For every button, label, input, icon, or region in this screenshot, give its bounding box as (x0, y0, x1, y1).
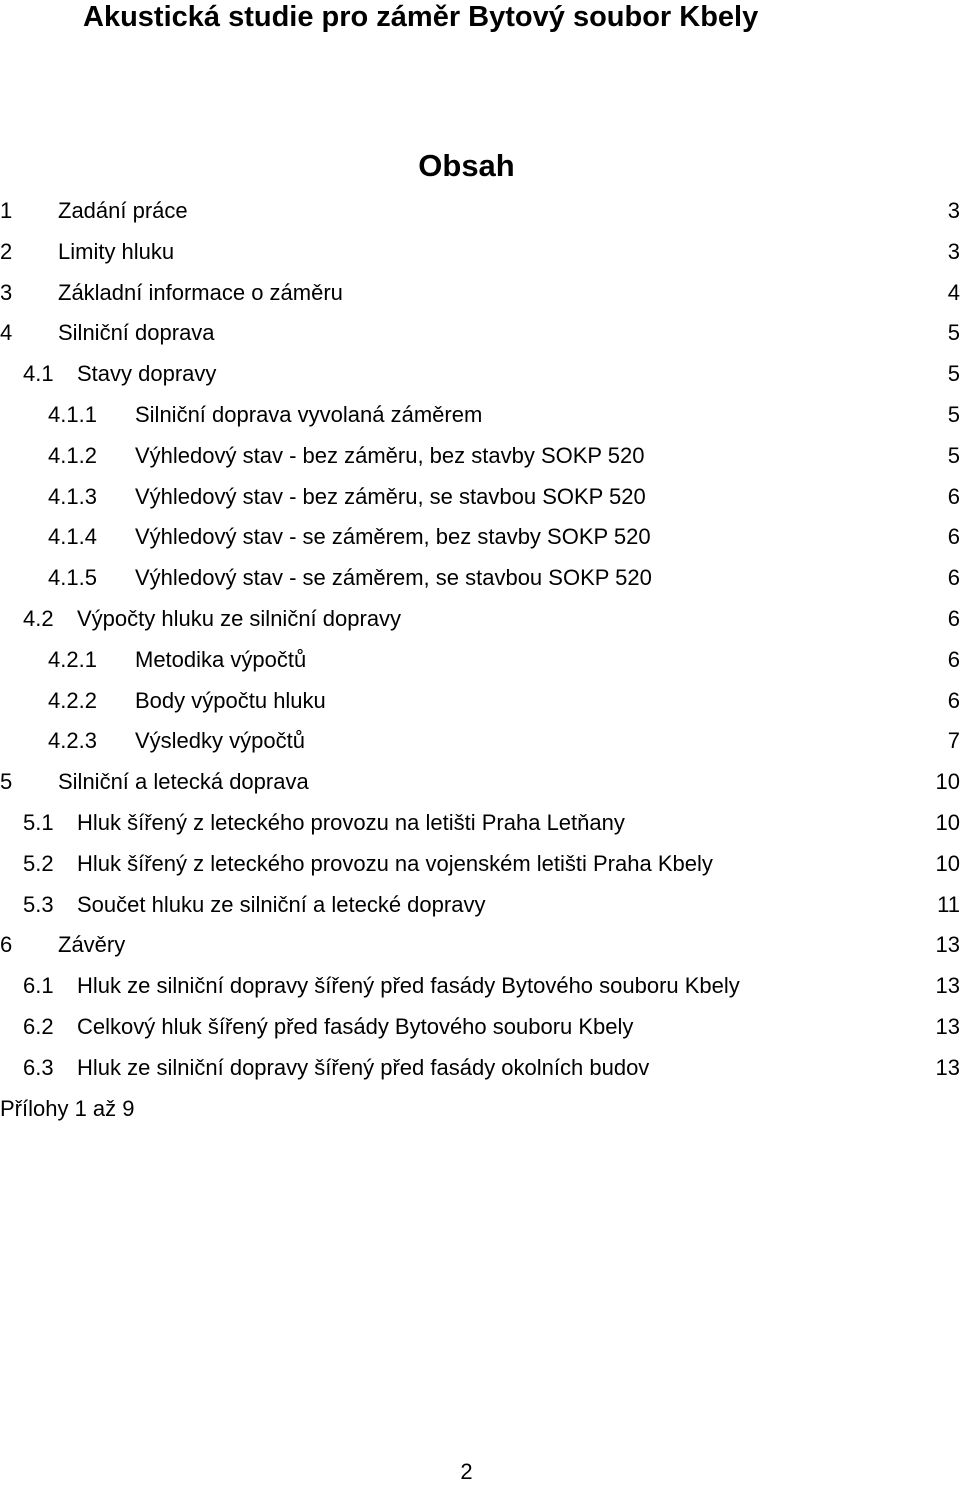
toc-entry-number: 4.1.5 (48, 565, 97, 591)
toc-entry-page: 13 (935, 1054, 960, 1080)
toc-entry-number: 3 (0, 279, 13, 305)
toc-entry-page: 10 (935, 769, 960, 795)
toc-entry-page: 6 (947, 605, 960, 631)
toc-entry-page: 3 (947, 238, 960, 264)
toc-entry[interactable] (0, 313, 960, 354)
toc-entry-label: Zadání práce (58, 198, 188, 223)
toc-entry-label: Metodika výpočtů (135, 646, 307, 672)
toc-entry-label: Silniční a letecká doprava (58, 769, 309, 795)
toc-entry-label: Hluk ze silniční dopravy šířený před fasády Bytového souboru Kbely (77, 973, 740, 999)
toc-entry-label: Závěry (58, 932, 126, 958)
toc-entry-page: 6 (947, 483, 960, 509)
toc-entry-page: 5 (947, 320, 960, 346)
toc-entry-label: Silniční doprava vyvolaná záměrem (135, 401, 483, 427)
toc-entry-label: Celkový hluk šířený před fasády Bytového souboru Kbely (77, 1013, 634, 1039)
toc-entry[interactable] (0, 640, 960, 681)
toc-entry-number: 4.2 (23, 605, 54, 631)
page-number: 2 (460, 1459, 473, 1484)
toc-entry-number: 1 (0, 198, 13, 223)
toc-entry-number: 4.2.3 (48, 728, 97, 754)
toc-entry-page: 5 (947, 361, 960, 387)
toc-entry[interactable] (0, 191, 960, 232)
toc-entry[interactable] (0, 395, 960, 436)
toc-entry[interactable] (0, 762, 960, 803)
toc-entry-label: Základní informace o záměru (58, 279, 343, 305)
toc-entry-label: Výsledky výpočtů (135, 728, 305, 754)
toc-entry[interactable] (0, 477, 960, 518)
toc-entry-page: 6 (947, 646, 960, 672)
toc-entry[interactable] (0, 925, 960, 966)
toc-entry-number: 5.3 (23, 891, 54, 917)
toc-entry-label: Výhledový stav - bez záměru, se stavbou SOKP 520 (135, 483, 646, 509)
toc-entry-number: 4.1.4 (48, 524, 97, 550)
toc-entry-page: 10 (935, 850, 960, 876)
toc-entry-page: 5 (947, 401, 960, 427)
toc-entry-label: Součet hluku ze silniční a letecké dopravy (77, 891, 486, 917)
toc-entry-label: Hluk šířený z leteckého provozu na vojenském letišti Praha Kbely (77, 850, 713, 876)
toc-entry-number: 4.1 (23, 361, 54, 387)
toc-entry-number: 6 (0, 932, 13, 958)
document-title: Akustická studie pro záměr Bytový soubor Kbely (83, 1, 759, 33)
toc-entry[interactable] (0, 436, 960, 477)
toc-entry-label: Výhledový stav - se záměrem, se stavbou SOKP 520 (135, 565, 652, 591)
toc-entry-number: 6.1 (23, 973, 54, 999)
toc-entry-page: 6 (947, 524, 960, 550)
toc-entry[interactable] (0, 558, 960, 599)
toc-entry-page: 7 (947, 728, 960, 754)
toc-entry-number: 4 (0, 320, 13, 346)
toc-entry[interactable] (0, 1007, 960, 1048)
toc-entry-label: Silniční doprava (58, 320, 215, 346)
toc-entry-number: 4.2.2 (48, 687, 97, 713)
toc-entry-label: Výhledový stav - bez záměru, bez stavby SOKP 520 (135, 442, 645, 468)
toc-entry-page: 13 (935, 1013, 960, 1039)
table-of-contents (0, 191, 960, 1089)
toc-entry-number: 5.1 (23, 809, 54, 835)
toc-entry-number: 6.3 (23, 1054, 54, 1080)
toc-heading: Obsah (418, 148, 515, 183)
toc-entry-number: 6.2 (23, 1013, 54, 1039)
toc-entry[interactable] (0, 517, 960, 558)
toc-entry-page: 6 (947, 565, 960, 591)
toc-entry-number: 4.2.1 (48, 646, 97, 672)
toc-entry-page: 11 (937, 891, 960, 917)
toc-entry-label: Hluk šířený z leteckého provozu na letišti Praha Letňany (77, 809, 625, 835)
toc-entry[interactable] (0, 966, 960, 1007)
toc-entry-label: Limity hluku (58, 238, 175, 264)
toc-entry-page: 13 (935, 973, 960, 999)
toc-entry-label: Výpočty hluku ze silniční dopravy (77, 605, 402, 631)
toc-entry-label: Hluk ze silniční dopravy šířený před fasády okolních budov (77, 1054, 650, 1080)
toc-entry-page: 3 (947, 198, 960, 223)
toc-entry-number: 5 (0, 769, 13, 795)
toc-entry-label: Stavy dopravy (77, 361, 217, 387)
toc-entry[interactable] (0, 681, 960, 722)
toc-entry[interactable] (0, 721, 960, 762)
toc-entry[interactable] (0, 273, 960, 314)
toc-entry[interactable] (0, 599, 960, 640)
toc-entry-page: 6 (947, 687, 960, 713)
toc-entry-number: 4.1.1 (48, 401, 97, 427)
toc-entry[interactable] (0, 354, 960, 395)
toc-entry[interactable] (0, 885, 960, 926)
toc-entry-page: 5 (947, 442, 960, 468)
toc-entry[interactable] (0, 803, 960, 844)
toc-entry-number: 2 (0, 238, 13, 264)
toc-entry-page: 10 (935, 809, 960, 835)
toc-entry-number: 4.1.2 (48, 442, 97, 468)
toc-entry-page: 4 (947, 279, 960, 305)
toc-entry-number: 5.2 (23, 850, 54, 876)
toc-entry-label: Výhledový stav - se záměrem, bez stavby SOKP 520 (135, 524, 651, 550)
appendix-line: Přílohy 1 až 9 (0, 1095, 135, 1121)
toc-entry[interactable] (0, 232, 960, 273)
toc-entry[interactable] (0, 1048, 960, 1089)
toc-entry-label: Body výpočtu hluku (135, 687, 326, 713)
toc-entry-number: 4.1.3 (48, 483, 97, 509)
toc-entry-page: 13 (935, 932, 960, 958)
toc-entry[interactable] (0, 844, 960, 885)
